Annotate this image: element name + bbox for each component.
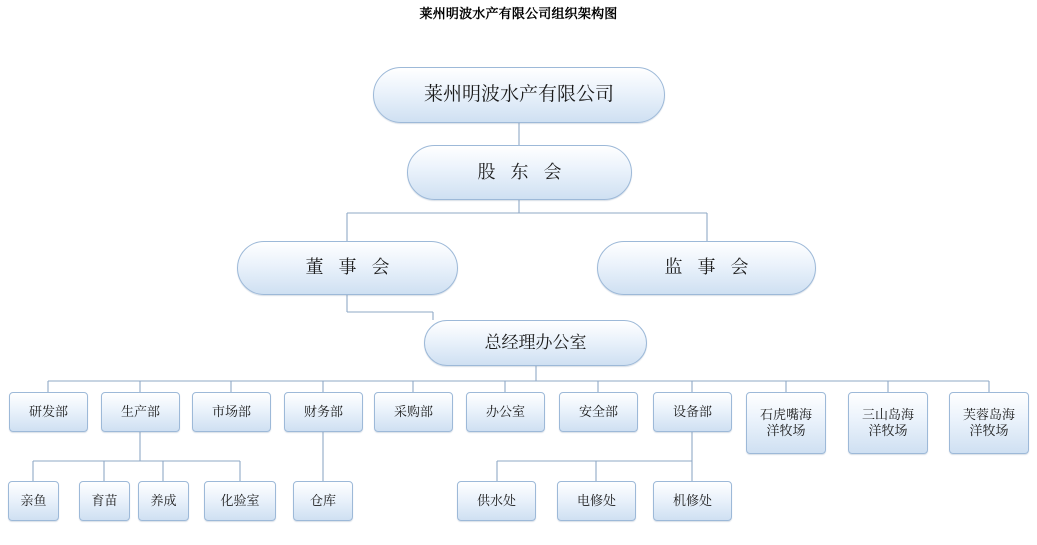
node-department-purchasing[interactable]: 采购部 [374,392,453,432]
node-department-admin-office[interactable]: 办公室 [466,392,545,432]
node-sub-water-supply[interactable]: 供水处 [457,481,536,521]
node-shareholders-meeting[interactable]: 股 东 会 [407,145,632,200]
node-farm-sanshandao[interactable]: 三山岛海洋牧场 [848,392,928,454]
node-department-finance[interactable]: 财务部 [284,392,363,432]
node-sub-hatchery[interactable]: 育苗 [79,481,130,521]
node-farm-shihuzui[interactable]: 石虎嘴海洋牧场 [746,392,826,454]
node-department-rnd[interactable]: 研发部 [9,392,88,432]
node-board-of-directors[interactable]: 董 事 会 [237,241,458,295]
node-general-manager-office[interactable]: 总经理办公室 [424,320,647,366]
node-department-production[interactable]: 生产部 [101,392,180,432]
node-department-equipment[interactable]: 设备部 [653,392,732,432]
node-sub-growout[interactable]: 养成 [138,481,189,521]
node-board-of-supervisors[interactable]: 监 事 会 [597,241,816,295]
node-department-marketing[interactable]: 市场部 [192,392,271,432]
node-department-safety[interactable]: 安全部 [559,392,638,432]
node-company[interactable]: 莱州明波水产有限公司 [373,67,665,123]
node-sub-electrical-repair[interactable]: 电修处 [557,481,636,521]
page-title: 莱州明波水产有限公司组织架构图 [419,6,618,21]
node-sub-warehouse[interactable]: 仓库 [293,481,353,521]
node-sub-mechanical-repair[interactable]: 机修处 [653,481,732,521]
node-farm-furongdao[interactable]: 芙蓉岛海洋牧场 [949,392,1029,454]
node-sub-laboratory[interactable]: 化验室 [204,481,276,521]
node-sub-broodstock[interactable]: 亲鱼 [8,481,59,521]
